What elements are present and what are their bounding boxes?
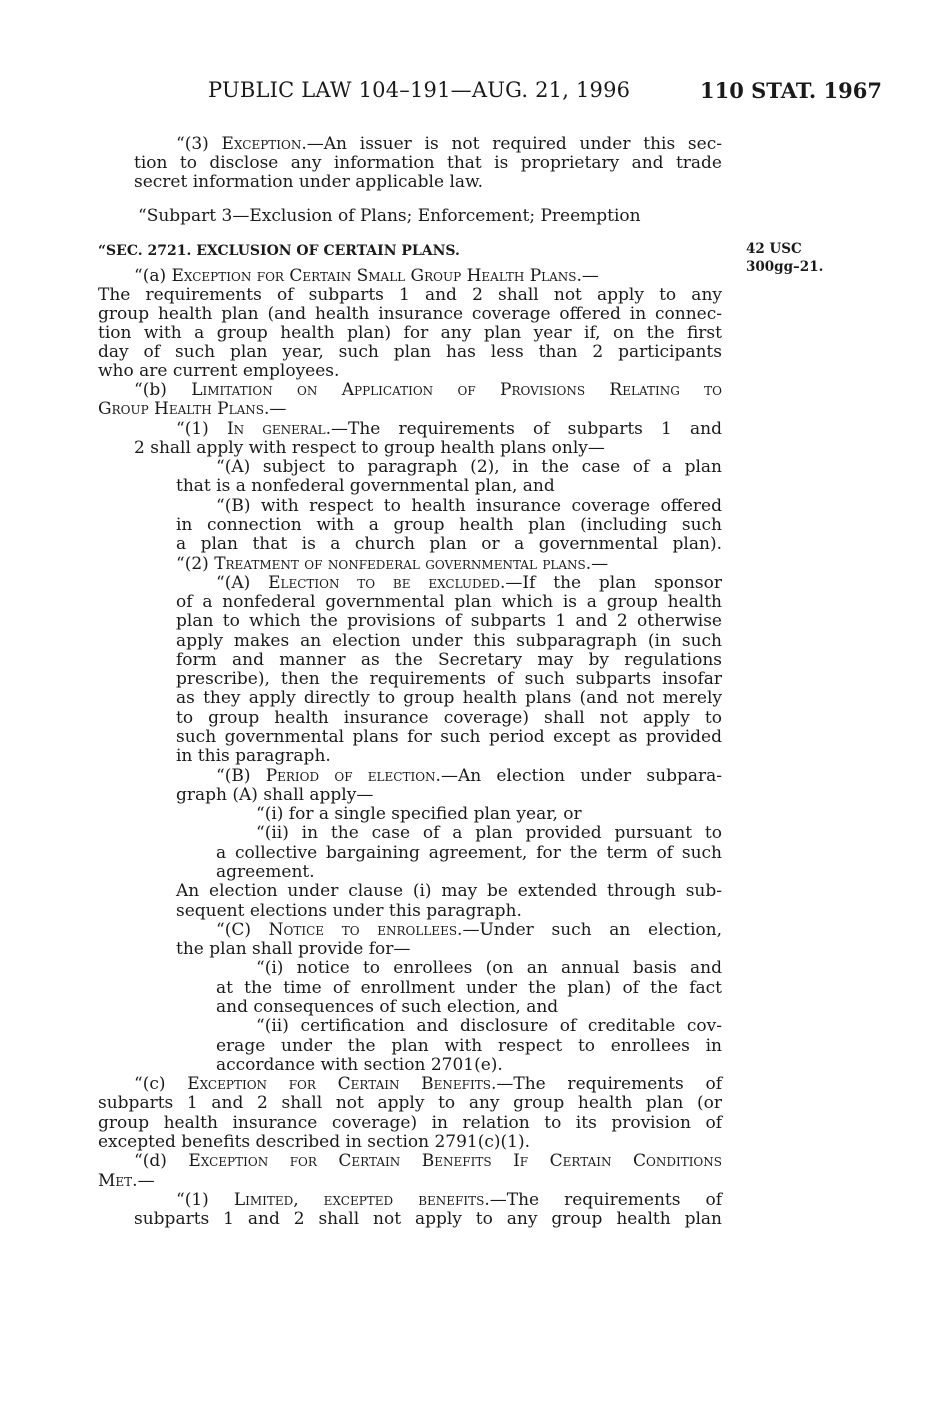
text: erage under the plan with respect to enrollees in [216,1036,722,1056]
text: accordance with section 2701(e). [216,1055,503,1075]
text: An election under clause (i) may be extended through sub- [176,881,722,901]
pre: “(2) [176,554,215,574]
sc: Notice to enrollees [268,920,458,940]
text-line [98,1210,722,1229]
text: a collective bargaining agreement, for the term of such [216,843,722,863]
text: in this paragraph. [176,746,331,766]
text-line [98,921,722,940]
text-line [98,1017,722,1036]
text-line [98,400,722,419]
sc: Exception for Certain Benefits [187,1074,491,1094]
text-line [98,535,722,554]
header-stat-page: 110 STAT. 1967 [700,78,882,103]
text: sequent elections under this paragraph. [176,901,522,921]
text: tion with a group health plan) for any plan year if, on the first [98,323,722,343]
text-line [98,689,722,708]
text: subparts 1 and 2 shall not apply to any group health plan [134,1209,722,1229]
text-line [98,1075,722,1094]
text: subparts 1 and 2 shall not apply to any group health plan (or [98,1093,722,1113]
text-line [98,902,722,921]
text-line [98,1133,722,1152]
text-line [98,844,722,863]
sc: Exception for Certain Benefits If Certain Conditions [188,1151,722,1171]
text-line [98,979,722,998]
pre: “(c) [134,1074,188,1094]
text-line [98,1037,722,1056]
text: form and manner as the Secretary may by regulations [176,650,722,670]
text-line [98,362,722,381]
text-line [98,882,722,901]
text-line [98,267,722,286]
text: that is a nonfederal governmental plan, and [176,476,555,496]
text: “(i) for a single specified plan year, or [256,804,582,824]
text: a plan that is a church plan or a governmental plan). [176,534,722,554]
post: .— [263,399,287,419]
text-line [98,863,722,882]
text-line [98,420,722,439]
text: and consequences of such election, and [216,997,559,1017]
text-line [98,612,722,631]
text-line [98,154,722,173]
text-line [98,651,722,670]
text: day of such plan year, such plan has less than 2 participants [98,342,722,362]
text: excepted benefits described in section 2791(c)(1). [98,1132,531,1152]
sc: Limited, excepted benefits [233,1190,485,1210]
post: .—Under such an election, [457,920,722,940]
post: .—The requirements of [484,1190,723,1210]
text-line [98,324,722,343]
text-line [98,1114,722,1133]
text-line [98,1152,722,1171]
header-law-citation: PUBLIC LAW 104–191—AUG. 21, 1996 [208,78,631,102]
post: .— [132,1171,155,1191]
text: “(B) with respect to health insurance coverage offered [216,496,722,516]
pre: “(1) [176,1190,234,1210]
text-line [98,940,722,959]
text: “Subpart 3—Exclusion of Plans; Enforcement; Preemption [138,206,641,226]
bold: “SEC. 2721. EXCLUSION OF CERTAIN PLANS. [98,243,460,259]
text: prescribe), then the requirements of such subparts insofar [176,669,722,689]
text: The requirements of subparts 1 and 2 shall not apply to any [98,285,722,305]
text: 2 shall apply with respect to group health plans only— [134,438,605,458]
text-line [98,805,722,824]
post: .—The requirements of [490,1074,722,1094]
text: to group health insurance coverage) shall not apply to [176,708,722,728]
sc: Exception for Certain Small Group Health Plans [171,266,577,286]
pre: “(d) [134,1151,189,1171]
post: .— [576,266,599,286]
sc: Period of election [265,766,436,786]
text-line [98,709,722,728]
text: group health plan (and health insurance coverage offered in connec- [98,304,722,324]
text-line [98,286,722,305]
text-line [98,593,722,612]
sc: Exception [221,134,302,154]
text-line [98,574,722,593]
text-line [98,516,722,535]
text-line [98,747,722,766]
text-line [98,173,722,192]
sc: Limitation on Application of Provisions Relating to [191,380,722,400]
text-line [98,207,722,226]
text-line [98,439,722,458]
text: tion to disclose any information that is proprietary and trade [134,153,722,173]
text: agreement. [216,862,315,882]
pre: “(3) [176,134,222,154]
text-line [98,1172,722,1191]
pre: “(A) [216,573,269,593]
text: apply makes an election under this subparagraph (in such [176,631,722,651]
post: .— [585,554,609,574]
text-line [98,241,722,260]
text-line [98,1191,722,1210]
text: group health insurance coverage) in relation to its provision of [98,1113,722,1133]
sc: Met [98,1171,133,1191]
text: graph (A) shall apply— [176,785,374,805]
text: the plan shall provide for— [176,939,411,959]
text: who are current employees. [98,361,340,381]
text-line [98,767,722,786]
text: “(A) subject to paragraph (2), in the case of a plan [216,457,722,477]
pre: “(a) [134,266,172,286]
text-line [98,1056,722,1075]
running-header [0,78,946,110]
text-line [98,381,722,400]
post: .—The requirements of subparts 1 and [325,419,722,439]
sc: Treatment of nonfederal governmental plans [214,554,586,574]
post: .—An issuer is not required under this sec- [301,134,722,154]
text: as they apply directly to group health plans (and not merely [176,688,722,708]
pre: “(b) [134,380,192,400]
text-line [98,343,722,362]
text-line [98,670,722,689]
text-line [98,135,722,154]
text-line [98,824,722,843]
text: in connection with a group health plan (including such [176,515,722,535]
text-line [98,555,722,574]
text: “(ii) certification and disclosure of creditable cov- [256,1016,722,1036]
text: such governmental plans for such period except as provided [176,727,722,747]
text: at the time of enrollment under the plan) of the fact [216,978,722,998]
text-line [98,728,722,747]
text-line [98,305,722,324]
sc: Group Health Plans [98,399,264,419]
text: “(i) notice to enrollees (on an annual basis and [256,958,722,978]
margin-note-usc: 42 USC 300gg–21. [746,241,824,275]
text-line [98,998,722,1017]
pre: “(C) [216,920,269,940]
sc: In general [226,419,326,439]
text-line [98,458,722,477]
post: .—If the plan sponsor [500,573,723,593]
text: of a nonfederal governmental plan which is a group health [176,592,722,612]
text-line [98,1094,722,1113]
text-line [98,959,722,978]
text-line [98,477,722,496]
text-line [98,497,722,516]
pre: “(1) [176,419,227,439]
text: “(ii) in the case of a plan provided pursuant to [256,823,722,843]
post: .—An election under subpara- [435,766,722,786]
text-line [98,786,722,805]
text: secret information under applicable law. [134,172,483,192]
pre: “(B) [216,766,266,786]
text: plan to which the provisions of subparts 1 and 2 otherwise [176,611,722,631]
sc: Election to be excluded [268,573,501,593]
text-line [98,632,722,651]
